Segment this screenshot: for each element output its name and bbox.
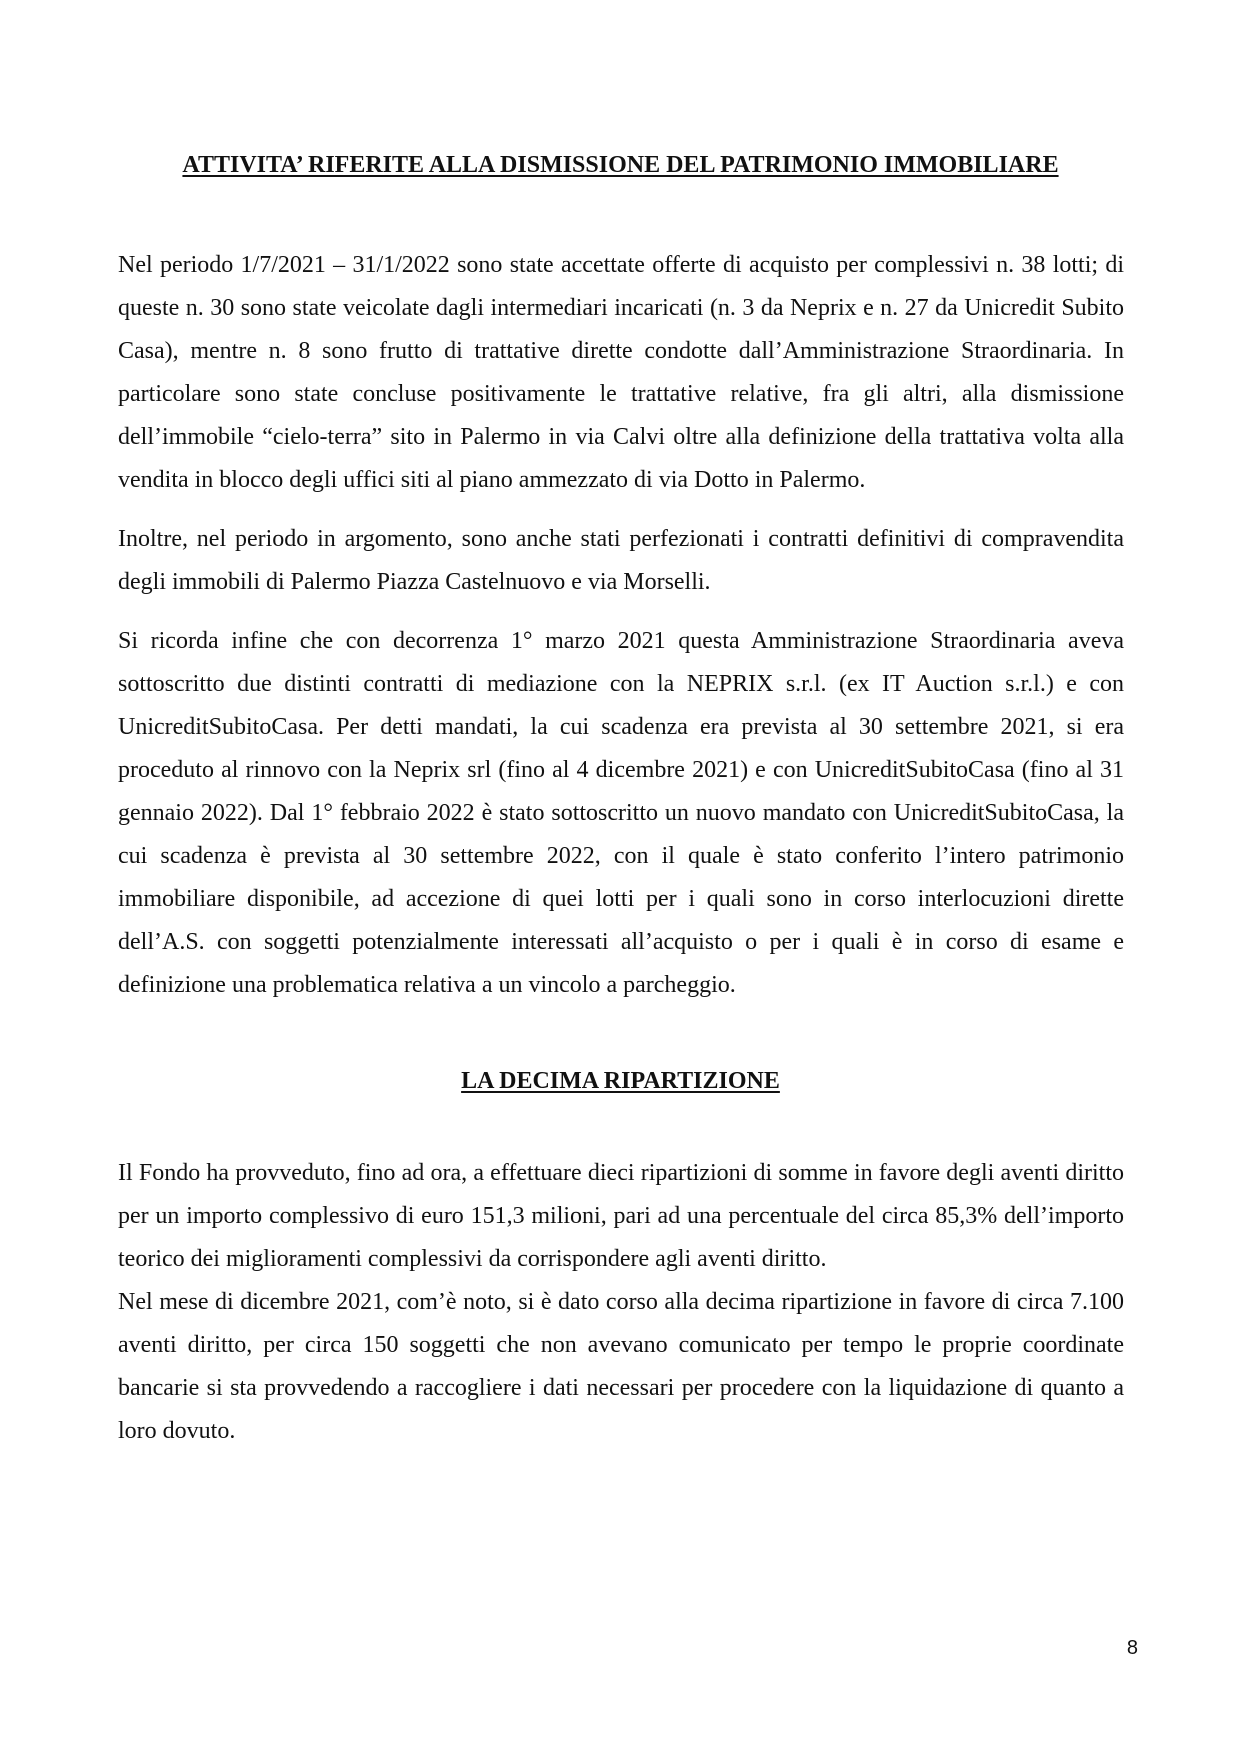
paragraph-offerte-acquisto: Nel periodo 1/7/2021 – 31/1/2022 sono state accettate offerte di acquisto per complessivi n. 38 lotti; di queste n. 30 sono state veicolate dagli intermediari incaricati (n. 3 da Neprix e n. 27 da Unicredit Subito Casa), mentre n. 8 sono frutto di trattative dirette condotte dall’Amministrazione Straordinaria. In particolare sono state concluse positivamente le trattative relative, fra gli altri, alla dismissione dell’immobile “cielo-terra” sito in Palermo in via Calvi oltre alla definizione della trattativa volta alla vendita in blocco degli uffici siti al piano ammezzato di via Dotto in Palermo.	[118, 252, 1124, 493]
page-number: 8	[1126, 1637, 1138, 1659]
paragraph-decima-ripartizione: Nel mese di dicembre 2021, com’è noto, si è dato corso alla decima ripartizione in favore di circa 7.100 aventi diritto, per circa 150 soggetti che non avevano comunicato per tempo le proprie coordinate bancarie si sta provvedendo a raccogliere i dati necessari per procedere con la liquidazione di quanto a loro dovuto.	[118, 1289, 1124, 1444]
section-heading-decima-ripartizione: LA DECIMA RIPARTIZIONE	[461, 1068, 780, 1094]
paragraph-ripartizioni-fondo: Il Fondo ha provveduto, fino ad ora, a effettuare dieci ripartizioni di somme in favore degli aventi diritto per un importo complessivo di euro 151,3 milioni, pari ad una percentuale del circa 85,3% dell’importo teorico dei miglioramenti complessivi da corrispondere agli aventi diritto.	[118, 1160, 1124, 1272]
paragraph-contratti-definitivi: Inoltre, nel periodo in argomento, sono anche stati perfezionati i contratti definitivi di compravendita degli immobili di Palermo Piazza Castelnuovo e via Morselli.	[118, 526, 1124, 595]
paragraph-contratti-mediazione: Si ricorda infine che con decorrenza 1° marzo 2021 questa Amministrazione Straordinaria aveva sottoscritto due distinti contratti di mediazione con la NEPRIX s.r.l. (ex IT Auction s.r.l.) e con UnicreditSubitoCasa. Per detti mandati, la cui scadenza era prevista al 30 settembre 2021, si era proceduto al rinnovo con la Neprix srl (fino al 4 dicembre 2021) e con UnicreditSubitoCasa (fino al 31 gennaio 2022). Dal 1° febbraio 2022 è stato sottoscritto un nuovo mandato con UnicreditSubitoCasa, la cui scadenza è prevista al 30 settembre 2022, con il quale è stato conferito l’intero patrimonio immobiliare disponibile, ad accezione di quei lotti per i quali sono in corso interlocuzioni dirette dell’A.S. con soggetti potenzialmente interessati all’acquisto o per i quali è in corso di esame e definizione una problematica relativa a un vincolo a parcheggio.	[118, 628, 1124, 998]
section-heading-dismissione: ATTIVITA’ RIFERITE ALLA DISMISSIONE DEL PATRIMONIO IMMOBILIARE	[182, 152, 1059, 178]
